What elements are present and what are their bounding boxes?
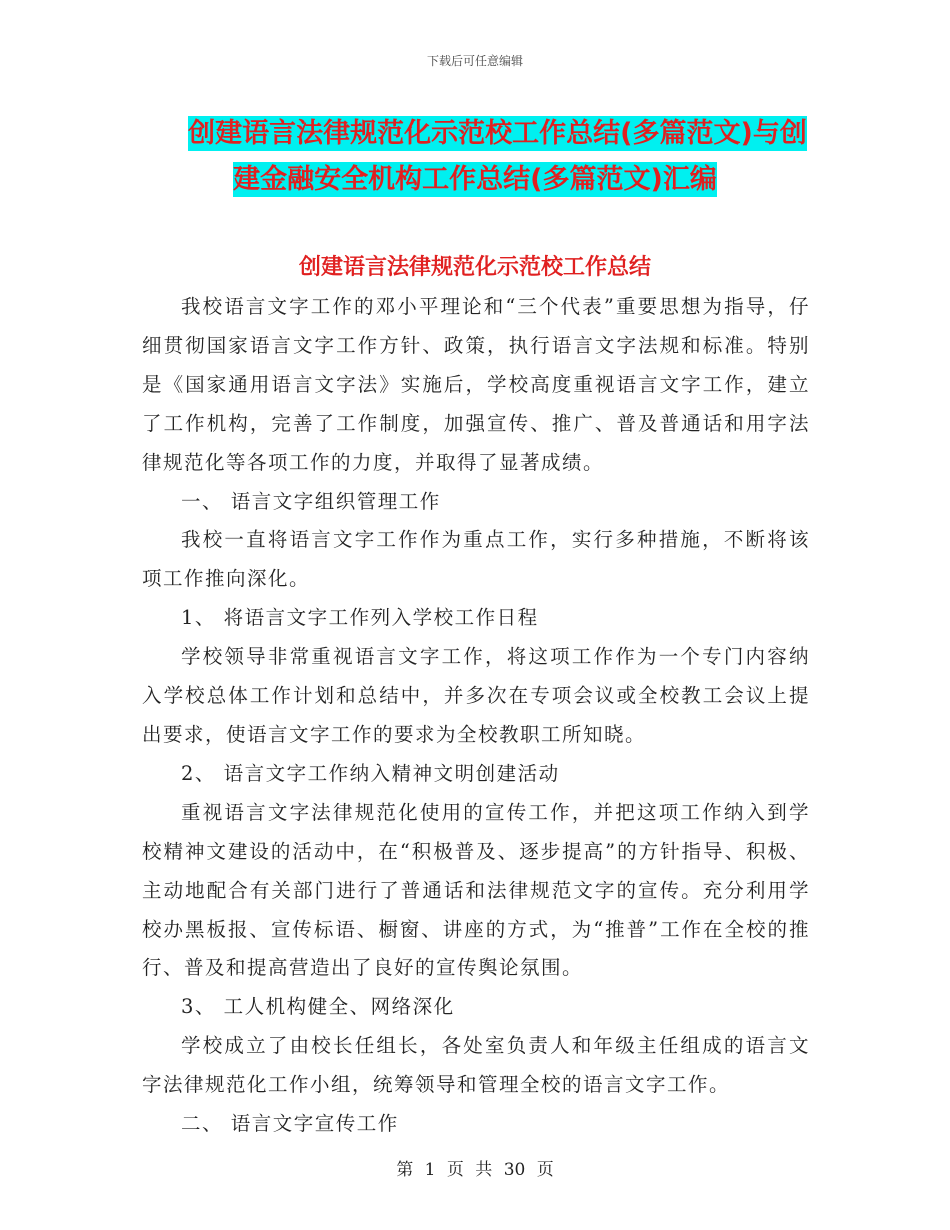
section-heading: 3、 工人机构健全、网络深化 bbox=[181, 995, 455, 1019]
section-heading: 1、 将语言文字工作列入学校工作日程 bbox=[181, 606, 539, 630]
header-note: 下载后可任意编辑 bbox=[426, 54, 523, 68]
paragraph: 我校语言文字工作的邓小平理论和“三个代表”重要思想为指导，仔细贯彻国家语言文字工作方针、政策，执行语言文字法规和标准。特别是《国家通用语言文字法》实施后，学校高度重视语言文字工作，建立了工作机构，完善了工作制度，加强宣传、推广、普及普通话和用字法律规范化等各项工作的力度，并取得了显著成绩。 bbox=[142, 295, 810, 474]
paragraph: 学校成立了由校长任组长，各处室负责人和年级主任组成的语言文字法律规范化工作小组，统筹领导和管理全校的语言文字工作。 bbox=[142, 1034, 810, 1097]
section-heading: 二、 语言文字宣传工作 bbox=[181, 1112, 399, 1136]
paragraph: 学校领导非常重视语言文字工作，将这项工作作为一个专门内容纳入学校总体工作计划和总结中，并多次在专项会议或全校教工会议上提出要求，使语言文字工作的要求为全校教职工所知晓。 bbox=[142, 645, 810, 746]
title-highlight-2: 建金融安全机构工作总结(多篇范文)汇编 bbox=[233, 164, 717, 195]
document-body bbox=[142, 288, 810, 1144]
title-highlight-1: 创建语言法律规范化示范校工作总结(多篇范文)与创 bbox=[188, 118, 807, 149]
paragraph: 我校一直将语言文字工作作为重点工作，实行多种措施，不断将该项工作推向深化。 bbox=[142, 528, 810, 591]
document-title-line-1 bbox=[0, 111, 950, 150]
section-heading: 一、 语言文字组织管理工作 bbox=[181, 489, 441, 513]
paragraph: 重视语言文字法律规范化使用的宣传工作，并把这项工作纳入到学校精神文建设的活动中，在“积极普及、逐步提高”的方针指导、积极、主动地配合有关部门进行了普通话和法律规范文字的宣传。充分利用学校办黑板报、宣传标语、橱窗、讲座的方式，为“推普”工作在全校的推行、普及和提高营造出了良好的宣传舆论氛围。 bbox=[142, 800, 810, 980]
section-heading: 2、 语言文字工作纳入精神文明创建活动 bbox=[181, 761, 560, 785]
section-title: 创建语言法律规范化示范校工作总结 bbox=[298, 255, 651, 280]
page-footer: 第 1 页 共 30 页 bbox=[396, 1160, 554, 1180]
document-title-line-2 bbox=[0, 157, 950, 196]
